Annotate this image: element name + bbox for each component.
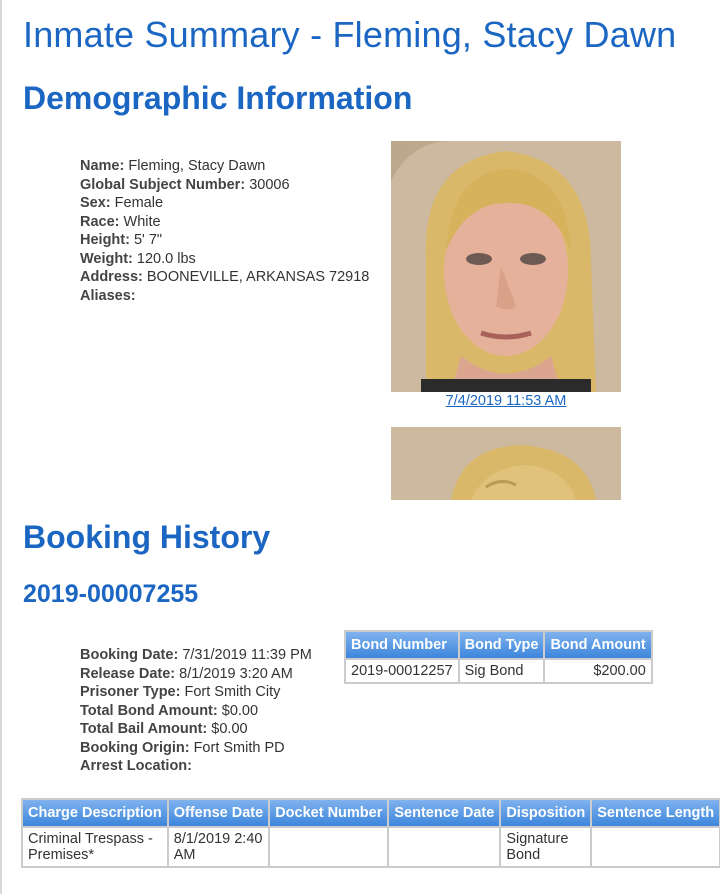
charge-header-description[interactable]: Charge Description (23, 800, 167, 826)
booking-history-heading: Booking History (23, 519, 271, 555)
table-row (346, 660, 651, 682)
field-total-bond-amount: Total Bond Amount: $0.00 (80, 702, 259, 719)
bond-header-number[interactable]: Bond Number (346, 632, 458, 658)
field-aliases: Aliases: (80, 287, 136, 304)
booking-fields (80, 646, 312, 776)
charge-description-cell: Criminal Trespass - Premises* (23, 828, 167, 866)
field-release-date: Release Date: 8/1/2019 3:20 AM (80, 665, 293, 682)
charge-header-sentence-date[interactable]: Sentence Date (389, 800, 499, 826)
booking-number: 2019-00007255 (23, 580, 199, 608)
field-weight: Weight: 120.0 lbs (80, 250, 196, 267)
charge-docket-number-cell (270, 828, 387, 866)
charge-header-offense-date[interactable]: Offense Date (169, 800, 268, 826)
charge-disposition-cell: Signature Bond (501, 828, 590, 866)
field-height: Height: 5' 7" (80, 232, 163, 248)
field-booking-date: Booking Date: 7/31/2019 11:39 PM (80, 647, 312, 663)
field-total-bail-amount: Total Bail Amount: $0.00 (80, 721, 248, 737)
field-booking-origin: Booking Origin: Fort Smith PD (80, 739, 285, 756)
table-row (23, 828, 719, 866)
field-arrest-location: Arrest Location: (80, 758, 192, 774)
field-prisoner-type: Prisoner Type: Fort Smith City (80, 684, 281, 700)
charge-sentence-length-cell (592, 828, 719, 866)
field-global-subject-number: Global Subject Number: 30006 (80, 176, 290, 193)
bond-type-cell: Sig Bond (460, 660, 544, 682)
bond-header-amount[interactable]: Bond Amount (545, 632, 650, 658)
field-name: Name: Fleming, Stacy Dawn (80, 158, 266, 174)
charge-header-sentence-length[interactable]: Sentence Length (592, 800, 719, 826)
charge-header-disposition[interactable]: Disposition (501, 800, 590, 826)
mugshot-date-link[interactable]: 7/4/2019 11:53 AM (445, 393, 567, 409)
mugshot-side[interactable] (391, 427, 621, 500)
page-title: Inmate Summary - Fleming, Stacy Dawn (23, 14, 677, 55)
field-address: Address: BOONEVILLE, ARKANSAS 72918 (80, 269, 370, 285)
demographic-heading: Demographic Information (23, 80, 413, 116)
bond-number-cell: 2019-00012257 (346, 660, 458, 682)
mugshot-side-image (391, 427, 621, 500)
bond-header-type[interactable]: Bond Type (460, 632, 544, 658)
mugshot-front-image (391, 141, 621, 392)
demographic-fields (80, 157, 369, 305)
charge-table-header-row (23, 800, 719, 826)
page-left-border (0, 0, 2, 894)
bond-table-header-row (346, 632, 651, 658)
charge-sentence-date-cell (389, 828, 499, 866)
bond-amount-cell: $200.00 (545, 660, 650, 682)
charge-offense-date-cell: 8/1/2019 2:40 AM (169, 828, 268, 866)
field-race: Race: White (80, 213, 161, 230)
charge-table (21, 798, 720, 868)
mugshot-front[interactable] (391, 141, 621, 392)
charge-header-docket-number[interactable]: Docket Number (270, 800, 387, 826)
bond-table (344, 630, 653, 684)
field-sex: Sex: Female (80, 195, 164, 211)
